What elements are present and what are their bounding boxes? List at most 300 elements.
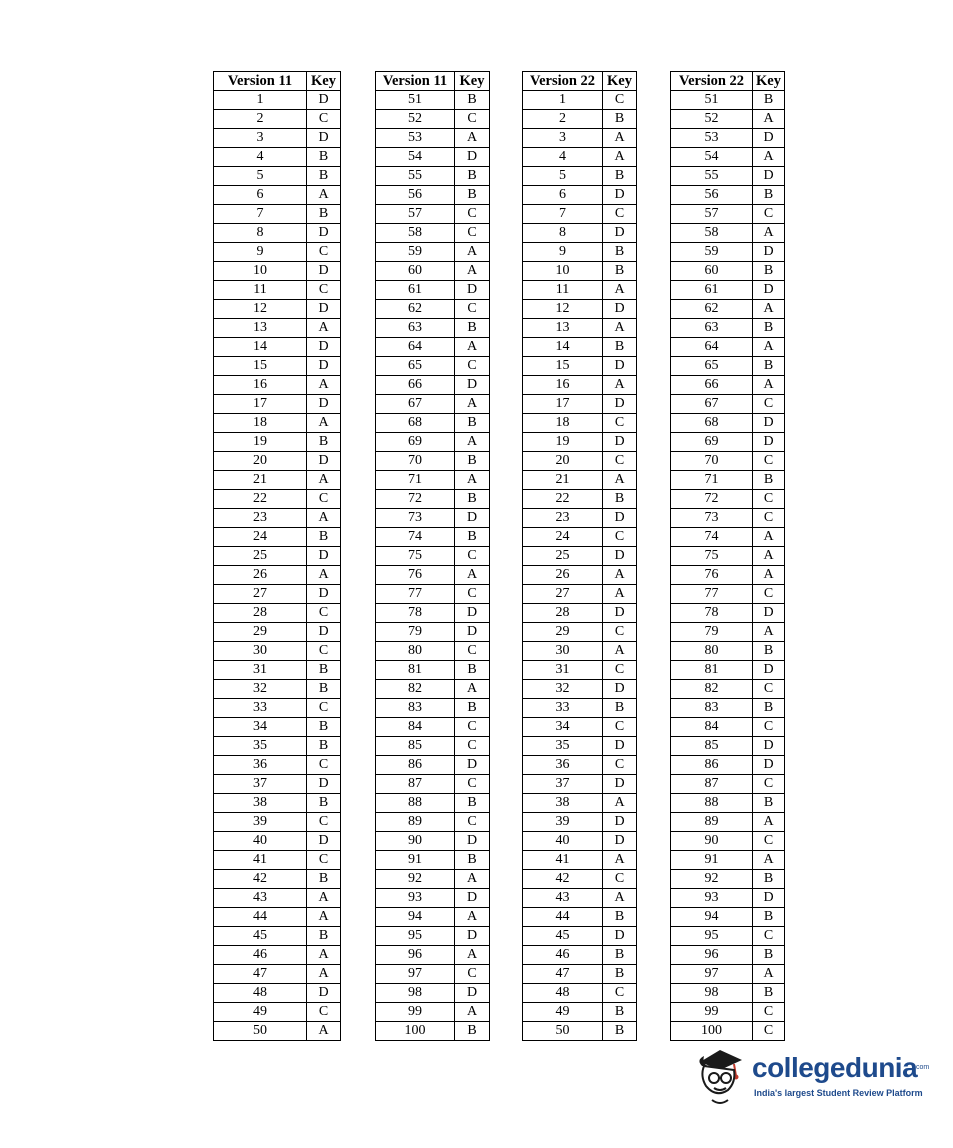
question-number-cell: 34 (523, 718, 603, 737)
answer-key-cell: C (455, 965, 490, 984)
answer-key-cell: D (455, 927, 490, 946)
question-number-cell: 13 (523, 319, 603, 338)
collegedunia-watermark (690, 1040, 930, 1110)
table-row (214, 623, 341, 642)
question-number-cell: 85 (376, 737, 455, 756)
answer-key-cell: A (753, 851, 785, 870)
question-number-cell: 27 (523, 585, 603, 604)
question-number-cell: 38 (214, 794, 307, 813)
table-row (376, 376, 490, 395)
question-number-cell: 20 (214, 452, 307, 471)
question-number-cell: 59 (671, 243, 753, 262)
question-number-cell: 29 (523, 623, 603, 642)
answer-key-cell: D (307, 395, 341, 414)
table-row (671, 490, 785, 509)
answer-key-cell: D (455, 148, 490, 167)
question-number-cell: 11 (214, 281, 307, 300)
table-row (376, 699, 490, 718)
brand-domain-suffix: .com (914, 1064, 930, 1071)
answer-key-cell: C (307, 699, 341, 718)
table-row (214, 110, 341, 129)
question-number-cell: 62 (671, 300, 753, 319)
answer-key-cell: D (603, 224, 637, 243)
answer-key-cell: D (307, 357, 341, 376)
question-number-cell: 46 (214, 946, 307, 965)
table-row (376, 927, 490, 946)
table-row (214, 528, 341, 547)
table-row (376, 737, 490, 756)
question-number-cell: 91 (376, 851, 455, 870)
table-row (523, 585, 637, 604)
table-row (523, 813, 637, 832)
question-number-cell: 8 (523, 224, 603, 243)
answer-key-cell: D (307, 300, 341, 319)
question-number-cell: 87 (376, 775, 455, 794)
table-row (214, 243, 341, 262)
answer-key-cell: C (603, 205, 637, 224)
question-number-cell: 68 (671, 414, 753, 433)
answer-key-cell: A (603, 851, 637, 870)
table-row (523, 338, 637, 357)
question-number-cell: 7 (214, 205, 307, 224)
answer-key-cell: B (455, 414, 490, 433)
question-number-cell: 83 (376, 699, 455, 718)
table-row (671, 832, 785, 851)
question-number-cell: 25 (214, 547, 307, 566)
answer-key-cell: B (753, 794, 785, 813)
answer-key-cell: A (455, 471, 490, 490)
answer-key-cell: B (455, 452, 490, 471)
table-row (376, 870, 490, 889)
table-row (214, 870, 341, 889)
question-number-cell: 67 (671, 395, 753, 414)
answer-key-cell: A (455, 338, 490, 357)
table-row (671, 642, 785, 661)
table-row (523, 927, 637, 946)
answer-key-cell: B (603, 699, 637, 718)
question-number-cell: 94 (671, 908, 753, 927)
table-row (523, 243, 637, 262)
table-row (523, 775, 637, 794)
question-number-cell: 95 (671, 927, 753, 946)
question-number-cell: 82 (376, 680, 455, 699)
question-number-cell: 61 (376, 281, 455, 300)
answer-key-cell: C (307, 243, 341, 262)
answer-key-cell: D (753, 167, 785, 186)
table-row (214, 433, 341, 452)
question-number-cell: 44 (214, 908, 307, 927)
question-number-cell: 4 (523, 148, 603, 167)
question-number-cell: 35 (523, 737, 603, 756)
table-row (523, 509, 637, 528)
answer-key-cell: A (307, 509, 341, 528)
table-row (671, 281, 785, 300)
answer-key-cell: B (307, 680, 341, 699)
question-number-cell: 93 (671, 889, 753, 908)
answer-key-cell: C (307, 281, 341, 300)
question-number-cell: 4 (214, 148, 307, 167)
question-number-cell: 38 (523, 794, 603, 813)
question-number-cell: 9 (523, 243, 603, 262)
answer-key-cell: D (603, 547, 637, 566)
answer-key-cell: A (307, 908, 341, 927)
table-row (376, 205, 490, 224)
answer-key-cell: B (753, 946, 785, 965)
question-number-cell: 9 (214, 243, 307, 262)
answer-key-cell: D (307, 262, 341, 281)
answer-key-cell: B (753, 642, 785, 661)
answer-key-cell: B (603, 243, 637, 262)
table-row (523, 889, 637, 908)
question-number-cell: 26 (214, 566, 307, 585)
table-row (523, 281, 637, 300)
answer-key-cell: B (455, 91, 490, 110)
answer-key-cell: D (307, 91, 341, 110)
question-column-header: Version 11 (214, 72, 307, 91)
question-number-cell: 52 (671, 110, 753, 129)
table-row (376, 148, 490, 167)
question-number-cell: 81 (376, 661, 455, 680)
table-row (376, 984, 490, 1003)
question-number-cell: 98 (376, 984, 455, 1003)
table-row (214, 547, 341, 566)
answer-key-cell: A (753, 528, 785, 547)
answer-key-cell: C (753, 718, 785, 737)
answer-key-cell: B (603, 965, 637, 984)
question-number-cell: 64 (376, 338, 455, 357)
table-row (523, 965, 637, 984)
table-row (376, 528, 490, 547)
table-row (671, 851, 785, 870)
brand-name: collegedunia (752, 1052, 918, 1083)
answer-key-cell: B (307, 870, 341, 889)
table-row (214, 224, 341, 243)
table-row (671, 965, 785, 984)
table-row (376, 832, 490, 851)
answer-key-cell: B (307, 737, 341, 756)
table-row (671, 927, 785, 946)
table-row (523, 547, 637, 566)
answer-key-cell: C (307, 642, 341, 661)
question-number-cell: 1 (523, 91, 603, 110)
answer-key-cell: C (307, 490, 341, 509)
answer-key-table-version11-part2 (375, 71, 490, 1041)
answer-key-cell: D (603, 927, 637, 946)
answer-key-cell: C (455, 813, 490, 832)
answer-key-cell: C (753, 205, 785, 224)
answer-key-cell: B (603, 490, 637, 509)
question-number-cell: 1 (214, 91, 307, 110)
question-number-cell: 56 (671, 186, 753, 205)
question-number-cell: 45 (214, 927, 307, 946)
question-number-cell: 40 (523, 832, 603, 851)
question-number-cell: 22 (523, 490, 603, 509)
table-row (376, 167, 490, 186)
question-number-cell: 90 (376, 832, 455, 851)
table-row (214, 129, 341, 148)
answer-key-cell: A (603, 585, 637, 604)
question-number-cell: 71 (671, 471, 753, 490)
table-row (376, 965, 490, 984)
answer-key-cell: B (603, 262, 637, 281)
question-number-cell: 84 (671, 718, 753, 737)
answer-key-cell: A (753, 110, 785, 129)
answer-key-cell: C (455, 585, 490, 604)
table-row (214, 794, 341, 813)
answer-key-cell: A (307, 946, 341, 965)
answer-key-cell: D (307, 224, 341, 243)
table-row (214, 91, 341, 110)
question-number-cell: 46 (523, 946, 603, 965)
table-row (376, 718, 490, 737)
answer-key-cell: C (753, 1022, 785, 1041)
question-number-cell: 70 (671, 452, 753, 471)
question-number-cell: 65 (376, 357, 455, 376)
table-row (671, 186, 785, 205)
answer-key-cell: B (307, 927, 341, 946)
table-row (523, 1022, 637, 1041)
question-number-cell: 64 (671, 338, 753, 357)
key-column-header: Key (603, 72, 637, 91)
answer-key-cell: B (455, 186, 490, 205)
table-row (671, 205, 785, 224)
question-number-cell: 33 (523, 699, 603, 718)
table-row (671, 699, 785, 718)
table-row (376, 281, 490, 300)
table-row (376, 813, 490, 832)
question-number-cell: 51 (671, 91, 753, 110)
answer-key-cell: A (455, 946, 490, 965)
answer-key-cell: B (307, 167, 341, 186)
answer-key-cell: D (455, 984, 490, 1003)
question-number-cell: 77 (671, 585, 753, 604)
answer-key-cell: C (603, 661, 637, 680)
answer-key-cell: A (307, 889, 341, 908)
table-row (523, 661, 637, 680)
question-number-cell: 43 (523, 889, 603, 908)
answer-key-cell: A (455, 566, 490, 585)
table-row (671, 528, 785, 547)
answer-key-cell: A (307, 471, 341, 490)
table-row (523, 414, 637, 433)
question-number-cell: 37 (523, 775, 603, 794)
question-number-cell: 11 (523, 281, 603, 300)
table-row (671, 376, 785, 395)
table-row (214, 167, 341, 186)
question-number-cell: 63 (376, 319, 455, 338)
question-number-cell: 69 (376, 433, 455, 452)
question-number-cell: 71 (376, 471, 455, 490)
table-row (523, 946, 637, 965)
question-number-cell: 76 (671, 566, 753, 585)
table-row (214, 984, 341, 1003)
question-number-cell: 12 (523, 300, 603, 319)
answer-key-cell: A (603, 642, 637, 661)
table-row (376, 585, 490, 604)
answer-key-cell: A (307, 965, 341, 984)
student-mascot-icon (690, 1042, 750, 1110)
table-row (523, 452, 637, 471)
question-number-cell: 15 (523, 357, 603, 376)
question-number-cell: 39 (214, 813, 307, 832)
question-number-cell: 5 (214, 167, 307, 186)
question-number-cell: 95 (376, 927, 455, 946)
table-row (523, 224, 637, 243)
answer-key-cell: D (753, 414, 785, 433)
table-row (214, 281, 341, 300)
answer-key-cell: A (455, 1003, 490, 1022)
answer-key-cell: C (307, 110, 341, 129)
question-number-cell: 53 (671, 129, 753, 148)
question-number-cell: 79 (376, 623, 455, 642)
answer-key-cell: B (753, 319, 785, 338)
answer-key-cell: D (753, 129, 785, 148)
answer-key-cell: C (753, 490, 785, 509)
question-number-cell: 2 (523, 110, 603, 129)
question-number-cell: 86 (376, 756, 455, 775)
answer-key-cell: D (455, 376, 490, 395)
key-column-header: Key (753, 72, 785, 91)
question-number-cell: 47 (523, 965, 603, 984)
table-row (523, 870, 637, 889)
answer-key-cell: B (307, 718, 341, 737)
question-number-cell: 13 (214, 319, 307, 338)
table-row (671, 794, 785, 813)
answer-key-cell: A (753, 965, 785, 984)
table-row (523, 851, 637, 870)
table-row (376, 338, 490, 357)
question-number-cell: 48 (214, 984, 307, 1003)
question-number-cell: 56 (376, 186, 455, 205)
answer-key-cell: C (455, 224, 490, 243)
table-row (214, 186, 341, 205)
table-row (523, 604, 637, 623)
question-number-cell: 67 (376, 395, 455, 414)
answer-key-cell: C (753, 509, 785, 528)
table-row (523, 300, 637, 319)
answer-key-cell: A (307, 186, 341, 205)
answer-key-cell: D (307, 984, 341, 1003)
question-number-cell: 73 (671, 509, 753, 528)
question-number-cell: 47 (214, 965, 307, 984)
question-number-cell: 28 (523, 604, 603, 623)
question-number-cell: 14 (214, 338, 307, 357)
answer-key-cell: C (753, 452, 785, 471)
table-row (523, 718, 637, 737)
table-row (671, 1003, 785, 1022)
question-number-cell: 87 (671, 775, 753, 794)
question-number-cell: 18 (214, 414, 307, 433)
table-row (523, 376, 637, 395)
answer-key-cell: B (455, 319, 490, 338)
question-number-cell: 36 (214, 756, 307, 775)
table-row (214, 585, 341, 604)
answer-key-cell: B (455, 1022, 490, 1041)
answer-key-cell: D (455, 604, 490, 623)
answer-key-cell: A (753, 566, 785, 585)
answer-key-cell: C (455, 547, 490, 566)
table-row (376, 433, 490, 452)
table-row (376, 262, 490, 281)
answer-key-cell: D (603, 680, 637, 699)
table-row (376, 300, 490, 319)
table-row (214, 471, 341, 490)
table-row (671, 718, 785, 737)
answer-key-cell: D (455, 756, 490, 775)
answer-key-cell: B (455, 490, 490, 509)
table-row (523, 908, 637, 927)
answer-key-cell: D (603, 395, 637, 414)
table-row (376, 509, 490, 528)
question-column-header: Version 11 (376, 72, 455, 91)
answer-key-cell: C (307, 851, 341, 870)
answer-key-cell: B (753, 471, 785, 490)
question-number-cell: 48 (523, 984, 603, 1003)
question-number-cell: 80 (671, 642, 753, 661)
question-number-cell: 10 (214, 262, 307, 281)
question-number-cell: 69 (671, 433, 753, 452)
answer-key-cell: A (603, 319, 637, 338)
table-row (671, 984, 785, 1003)
answer-key-cell: D (307, 775, 341, 794)
answer-key-cell: C (307, 604, 341, 623)
question-number-cell: 78 (376, 604, 455, 623)
question-number-cell: 74 (376, 528, 455, 547)
answer-key-cell: C (603, 452, 637, 471)
question-number-cell: 15 (214, 357, 307, 376)
question-number-cell: 26 (523, 566, 603, 585)
table-row (214, 718, 341, 737)
question-number-cell: 72 (671, 490, 753, 509)
table-row (671, 414, 785, 433)
table-row (523, 984, 637, 1003)
table-row (671, 262, 785, 281)
table-row (214, 642, 341, 661)
question-number-cell: 34 (214, 718, 307, 737)
table-row (671, 224, 785, 243)
table-row (671, 148, 785, 167)
answer-key-cell: A (753, 813, 785, 832)
answer-key-cell: C (603, 756, 637, 775)
table-row (214, 889, 341, 908)
question-number-cell: 5 (523, 167, 603, 186)
table-row (523, 395, 637, 414)
table-row (214, 338, 341, 357)
table-row (671, 509, 785, 528)
table-row (376, 756, 490, 775)
table-row (214, 832, 341, 851)
table-row (376, 604, 490, 623)
question-number-cell: 75 (376, 547, 455, 566)
table-row (214, 699, 341, 718)
table-row (523, 262, 637, 281)
table-row (376, 566, 490, 585)
answer-key-cell: A (307, 1022, 341, 1041)
table-row (214, 148, 341, 167)
answer-key-cell: B (753, 262, 785, 281)
answer-key-cell: C (603, 984, 637, 1003)
answer-key-cell: D (603, 813, 637, 832)
table-row (523, 528, 637, 547)
table-row (523, 319, 637, 338)
table-row (523, 205, 637, 224)
brand-tagline: India's largest Student Review Platform (754, 1088, 923, 1098)
answer-key-cell: A (603, 471, 637, 490)
table-row (376, 661, 490, 680)
table-row (671, 756, 785, 775)
question-number-cell: 52 (376, 110, 455, 129)
answer-key-cell: D (753, 889, 785, 908)
